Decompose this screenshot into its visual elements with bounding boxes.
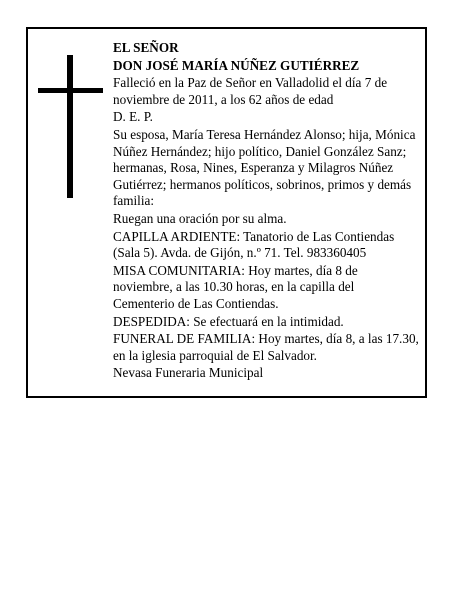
funeral-home: Nevasa Funeraria Municipal (113, 365, 264, 381)
cross-icon (38, 55, 103, 198)
dep-line: D. E. P. (113, 109, 153, 125)
notice-text (113, 40, 419, 383)
notice-heading: EL SEÑOR (113, 40, 179, 55)
mass-info: MISA COMUNITARIA: Hoy martes, día 8 de noviembre, a las 10.30 horas, en la capilla del Cementerio de Las Contiendas. (113, 262, 358, 311)
chapel-info: CAPILLA ARDIENTE: Tanatorio de Las Contiendas (Sala 5). Avda. de Gijón, n.º 71. Tel. 983360405 (113, 228, 395, 261)
deceased-name: DON JOSÉ MARÍA NÚÑEZ GUTIÉRREZ (113, 57, 360, 73)
cross-vertical-bar (67, 55, 73, 198)
prayer-line: Ruegan una oración por su alma. (113, 210, 287, 226)
cross-horizontal-bar (38, 88, 103, 93)
family-list: Su esposa, María Teresa Hernández Alonso; hija, Mónica Núñez Hernández; hijo político, Daniel González Sanz; hermanas, Rosa, Nines, Esperanza y Milagros Núñez Gutiérrez; hermanos políticos, sobrinos, primos y demás familia: (113, 126, 416, 209)
funeral-info: FUNERAL DE FAMILIA: Hoy martes, día 8, a las 17.30, en la iglesia parroquial de El Salvador. (113, 331, 419, 363)
farewell-info: DESPEDIDA: Se efectuará en la intimidad. (113, 313, 344, 329)
obituary-notice (26, 27, 427, 398)
death-details: Falleció en la Paz de Señor en Valladolid el día 7 de noviembre de 2011, a los 62 años de edad (113, 75, 388, 107)
